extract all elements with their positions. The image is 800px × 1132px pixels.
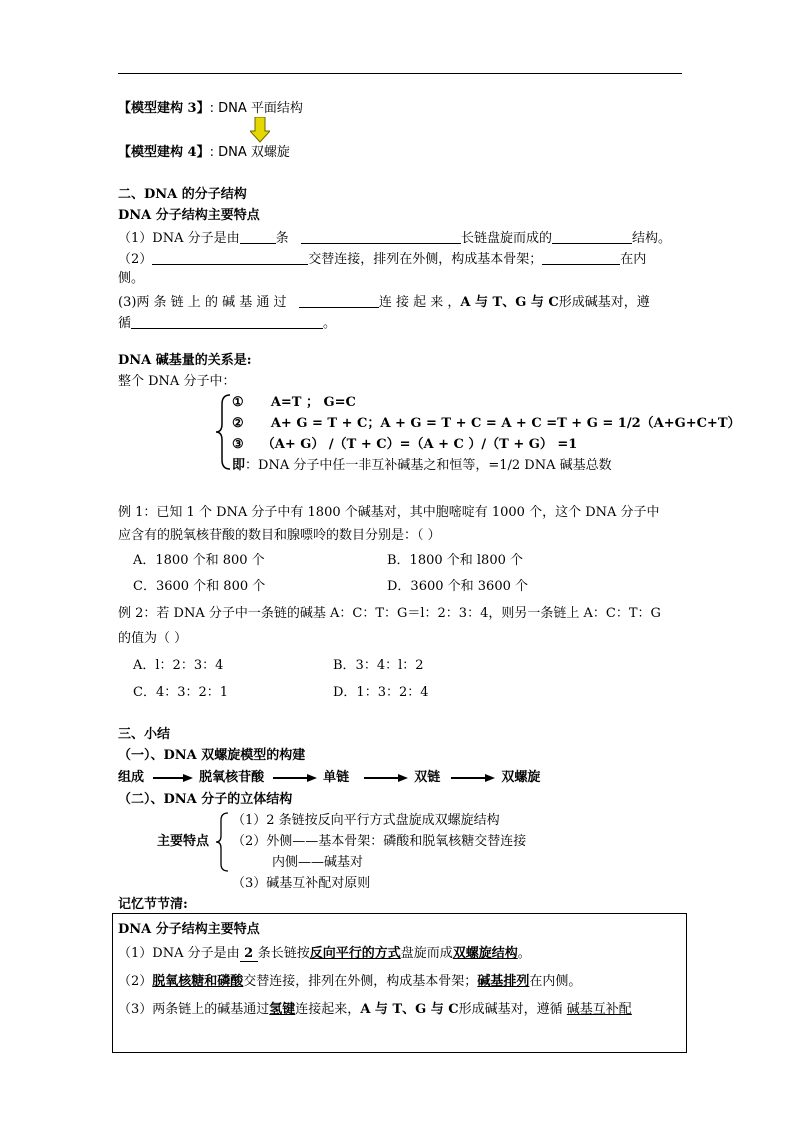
memory-title: 记忆节节清: [118,897,188,912]
section3-part2: （二）、DNA 分子的立体结构 [118,792,293,807]
section2-subtitle: DNA 分子结构主要特点 [118,208,260,223]
item2-text-a: （2） [118,252,153,267]
relation-label-4: 即 [232,458,246,473]
memory-l3-d: A 与 T、G 与 C [360,1002,459,1017]
item1-text-d: 结构。 [632,231,672,246]
blank-2 [301,229,461,244]
memory-line-2 [118,974,581,990]
item3-text-f: 。 [323,316,337,331]
example1-question-1: 例 1：已知 1 个 DNA 分子中有 1800 个碱基对，其中胞嘧啶有 1000 个，这个 DNA 分子中 [118,505,660,520]
blank-7 [131,314,323,329]
down-arrow-icon [250,117,270,143]
relation-num-2: ② [232,416,244,431]
flow-chain [118,770,540,786]
section3-part1: （一）、DNA 双螺旋模型的构建 [118,748,306,763]
memory-l2-e: 在内侧。 [529,974,582,989]
memory-l2-a: （2） [118,974,153,989]
model4-line [118,145,290,161]
section3-title: 三、小结 [118,727,171,742]
flow-step-1: 组成 [118,770,145,785]
example1-option-b: B．1800 个和 l800 个 [387,553,524,568]
blank-1 [240,229,276,244]
relation-text-2: A+ G = T + C；A + G = T + C = A + C =T + G = 1/2（A+G+C+T） [270,416,741,431]
model3-label: 【模型建构 3】 [118,101,210,116]
relation-row-2 [232,416,741,432]
relation-row-1 [232,395,356,411]
feature-2b: 内侧——碱基对 [272,855,364,870]
example2-option-c: C．4：3：2：1 [133,685,229,700]
model4-label: 【模型建构 4】 [118,145,210,160]
memory-line-1 [118,946,531,962]
item3-line [118,293,650,311]
memory-l2-b: 脱氧核糖和磷酸 [152,974,244,989]
right-arrow-icon [354,773,410,783]
feature-3: （3）碱基互补配对原则 [232,876,371,891]
item2-line-2: 侧。 [118,271,145,286]
memory-l1-b: 2 [239,946,258,961]
blank-5 [542,250,620,265]
relation-num-3: ③ [232,437,244,452]
memory-l2-c: 交替连接，排列在外侧，构成基本骨架； [243,974,478,989]
blank-6 [299,293,379,308]
item1-text-b: 条 [275,231,289,246]
memory-l1-f: 双螺旋结构 [452,946,518,961]
memory-l3-f: 碱基互补配 [566,1002,632,1017]
flow-step-2: 脱氧核苷酸 [199,770,265,785]
memory-line-3 [118,1002,632,1018]
flow-step-3: 单链 [323,770,350,785]
example2-question-2: 的值为（ ） [118,631,188,646]
example1-option-d: D．3600 个和 3600 个 [387,579,528,594]
memory-l3-e: 形成碱基对，遵循 [458,1002,563,1017]
relation-text-1: A=T ； G=C [270,395,356,410]
example1-option-a: A．1800 个和 800 个 [133,553,265,568]
relation-row-4 [232,458,612,474]
blank-4 [152,250,308,265]
base-relation-title: DNA 碱基量的关系是: [118,353,252,368]
left-brace-icon [214,812,230,872]
item2-line [118,250,646,268]
memory-l3-c: 连接起来， [295,1002,361,1017]
example1-option-c: C．3600 个和 800 个 [133,579,266,594]
item3-text-c: A 与 T、G 与 C [460,295,559,310]
item2-text-c: 在内 [620,252,647,267]
feature-1: （1）2 条链按反向平行方式盘旋成双螺旋结构 [232,813,500,828]
example1-question-2: 应含有的脱氧核苷酸的数目和腺嘌呤的数目分别是：（ ） [118,528,441,543]
relation-num-1: ① [232,395,244,410]
main-features-label: 主要特点 [157,834,210,849]
model3-line [118,101,303,117]
relation-text-4: ：DNA 分子中任一非互补碱基之和恒等，=1/2 DNA 碱基总数 [245,458,612,473]
blank-3 [552,229,632,244]
example2-option-a: A．l：2：3：4 [133,658,224,673]
model3-text: : DNA 平面结构 [209,101,303,116]
flow-step-4: 双链 [414,770,441,785]
base-relation-whole: 整个 DNA 分子中： [118,374,236,389]
memory-l1-c: 条长链按 [257,946,310,961]
feature-2a: （2）外侧——基本骨架：磷酸和脱氧核糖交替连接 [232,834,527,849]
memory-l3-a: （3）两条链上的碱基通过 [118,1002,270,1017]
relation-text-3: （A+ G） /（T + C）=（A + C ）/（T + G） =1 [261,437,578,452]
item1-text-a: （1）DNA 分子是由 [118,231,240,246]
example2-option-b: B．3：4：l：2 [333,658,424,673]
item3-text-b: 连 接 起 来 ， [378,295,461,310]
item2-text-b: 交替连接，排列在外侧，构成基本骨架； [308,252,543,267]
memory-box-title: DNA 分子结构主要特点 [118,922,260,937]
flow-step-5: 双螺旋 [501,770,541,785]
right-arrow-icon [445,773,497,783]
section2-title: 二、DNA 的分子结构 [118,187,247,202]
right-arrow-icon [149,773,195,783]
memory-l1-e: 盘旋而成 [400,946,453,961]
item3-text-a: (3)两 条 链 上 的 碱 基 通 过 [118,295,287,310]
header-rule [118,73,682,74]
example2-question-1: 例 2：若 DNA 分子中一条链的碱基 A：C：T：G＝l：2：3：4，则另一条链上 A：C：T：G [118,606,661,621]
item3-line-2 [118,314,336,332]
memory-l3-b: 氢键 [269,1002,296,1017]
item3-text-d: 形成碱基对，遵 [558,295,650,310]
right-arrow-icon [269,773,319,783]
item1-text-c: 长链盘旋而成的 [461,231,553,246]
model4-text: : DNA 双螺旋 [209,145,290,160]
left-brace-icon [214,394,232,470]
item3-text-e: 循 [118,316,132,331]
relation-row-3 [232,437,577,453]
memory-l1-g: 。 [517,946,531,961]
memory-l2-d: 碱基排列 [477,974,530,989]
memory-l1-d: 反向平行的方式 [309,946,401,961]
memory-l1-a: （1）DNA 分子是由 [118,946,240,961]
item1-line [118,229,671,247]
example2-option-d: D．1：3：2：4 [333,685,429,700]
